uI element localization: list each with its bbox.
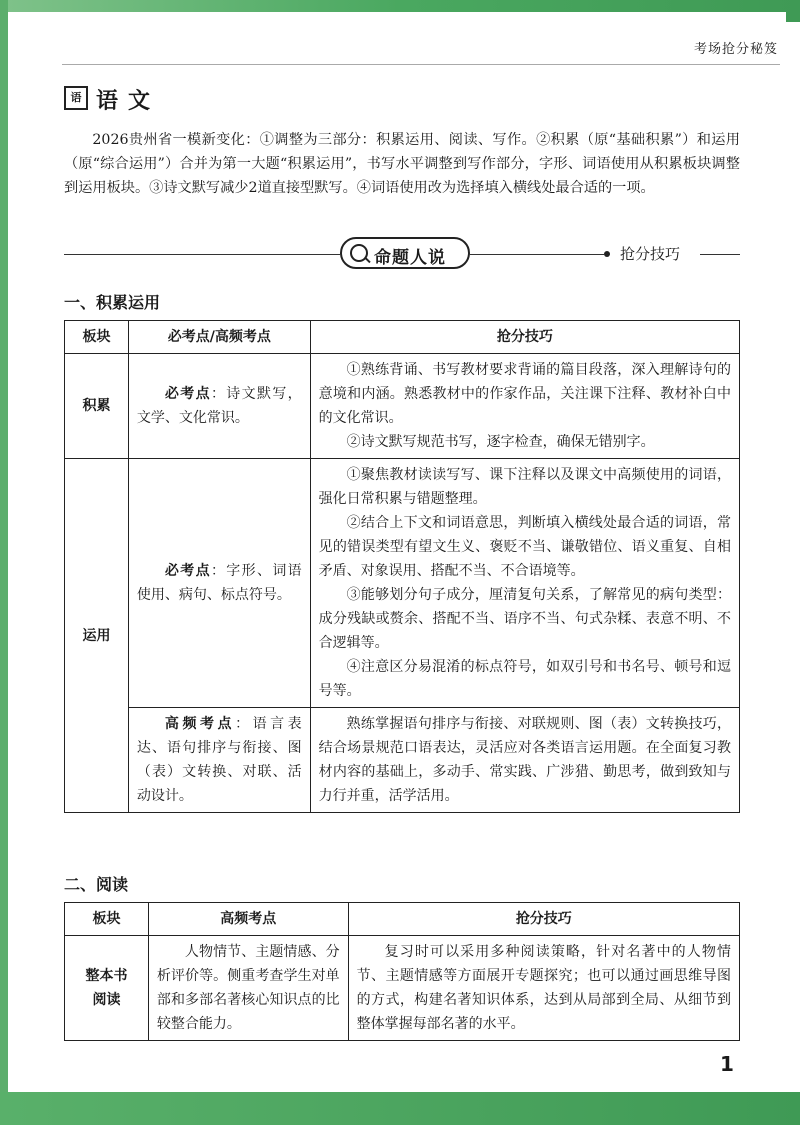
tips-cell [310,354,739,459]
column-header: 必考点/高频考点 [128,321,310,354]
column-header: 高频考点 [148,903,348,936]
key-points-text: ：语言表达、语句排序与衔接、图（表）文转换、对联、活动设计。 [136,716,302,804]
key-points-cell [148,936,348,1041]
banner-rule-mid [470,254,604,255]
row-category: 积累 [65,354,129,459]
key-points-label: 必考点 [164,563,211,579]
subject-title: 语文 [96,89,161,114]
key-points-cell [128,708,310,813]
page-left-frame [0,0,8,1125]
table-row [65,354,740,459]
tip-paragraph: ①聚焦教材读读写写、课下注释以及课文中高频使用的词语，强化日常积累与错题整理。 [318,467,731,507]
key-points-text: ：字形、词语使用、病句、标点符号。 [136,563,302,603]
key-points-label: 必考点 [164,386,211,402]
banner-rule-right [700,254,740,255]
page-bottom-frame [0,1092,800,1125]
banner-dot [604,251,610,257]
tip-paragraph: 熟练掌握语句排序与衔接、对联规则、图（表）文转换技巧，结合场景规范口语表达，灵活应对各类语言运用题。在全面复习教材内容的基础上，多动手、常实践、广涉猎、勤思考，做到致知与力行并重，活学活用。 [318,716,731,804]
header-rule [62,64,780,65]
banner-pill [340,237,470,269]
tip-paragraph: 复习时可以采用多种阅读策略，针对名著中的人物情节、主题情感等方面展开专题探究；也可以通过画思维导图的方式，构建名著知识体系，达到从局部到全局、从细节到整体掌握每部名著的水平。 [356,944,731,1032]
section-heading: 一、积累运用 [64,293,161,312]
section-heading: 二、阅读 [64,875,129,894]
subject-icon: 语 [64,86,88,110]
row-category: 整本书阅读 [65,936,149,1041]
banner-rule-left [64,254,340,255]
key-points-label: 高频考点 [164,716,236,732]
magnifier-icon [350,244,368,262]
column-header: 抢分技巧 [348,903,739,936]
table-header-row [65,321,740,354]
table-row [65,708,740,813]
tips-cell [310,459,739,708]
tip-paragraph: ③能够划分句子成分，厘清复句关系，了解常见的病句类型：成分残缺或赘余、搭配不当、语序不当、句式杂糅、表意不明、不合逻辑等。 [318,587,731,651]
tips-cell [348,936,739,1041]
tip-paragraph: ④注意区分易混淆的标点符号，如双引号和书名号、顿号和逗号等。 [318,659,731,699]
key-points-cell [128,354,310,459]
tips-cell [310,708,739,813]
banner-pill-label: 命题人说 [374,248,446,268]
reading-table [64,902,740,1041]
intro-paragraph: 2026贵州省一模新变化：①调整为三部分：积累运用、阅读、写作。②积累（原“基础积累”）和运用（原“综合运用”）合并为第一大题“积累运用”，书写水平调整到写作部分，字形、词语使用从积累板块调整到运用板块。③诗文默写减少2道直接型默写。④词语使用改为选择填入横线处最合适的一项。 [64,132,740,196]
column-header: 抢分技巧 [310,321,739,354]
column-header: 板块 [65,321,129,354]
key-points-text: 人物情节、主题情感、分析评价等。侧重考查学生对单部和多部名著核心知识点的比较整合能力。 [156,944,340,1032]
page-number: 1 [720,1052,734,1076]
banner-right-label: 抢分技巧 [620,245,681,263]
tip-paragraph: ②诗文默写规范书写，逐字检查，确保无错别字。 [346,434,655,450]
row-category: 运用 [65,459,129,813]
tip-paragraph: ②结合上下文和词语意思，判断填入横线处最合适的词语，常见的错误类型有望文生义、褒贬不当、谦敬错位、语义重复、自相矛盾、对象误用、搭配不当、不合语境等。 [318,515,731,579]
running-title: 考场抢分秘笈 [693,42,778,57]
key-points-text: ：诗文默写，文学、文化常识。 [136,386,302,426]
accumulation-table [64,320,740,813]
table-row [65,459,740,708]
tip-paragraph: ①熟练背诵、书写教材要求背诵的篇目段落，深入理解诗句的意境和内涵。熟悉教材中的作家作品，关注课下注释、教材补白中的文化常识。 [318,362,731,426]
key-points-cell [128,459,310,708]
column-header: 板块 [65,903,149,936]
table-header-row [65,903,740,936]
table-row [65,936,740,1041]
